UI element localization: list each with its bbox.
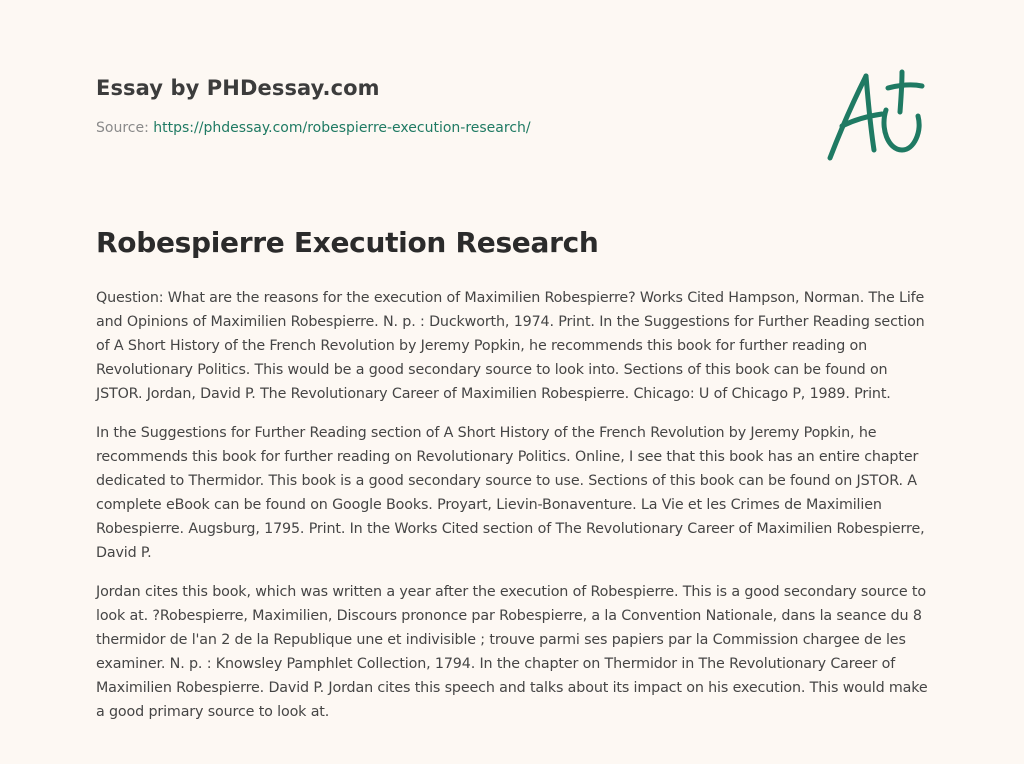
essay-title: Robespierre Execution Research <box>96 226 599 259</box>
a-plus-logo-icon <box>822 66 928 166</box>
source-link[interactable]: https://phdessay.com/robespierre-execution-research/ <box>153 120 531 136</box>
essay-paragraph: In the Suggestions for Further Reading section of A Short History of the French Revolution by Jeremy Popkin, he recommends this book for further reading on Revolutionary Politics. Online, I see that this book has an entire chapter dedicated to Thermidor. This book is a good secondary source to use. Sections of this book can be found on JSTOR. A complete eBook can be found on Google Books. Proyart, Lievin-Bonaventure. La Vie et les Crimes de Maximilien Robespierre. Augsburg, 1795. Print. In the Works Cited section of The Revolutionary Career of Maximilien Robespierre, David P. <box>96 425 925 561</box>
essay-body <box>96 286 930 739</box>
brand-title: Essay by PHDessay.com <box>96 76 380 100</box>
essay-paragraph: Question: What are the reasons for the execution of Maximilien Robespierre? Works Cited Hampson, Norman. The Life and Opinions of Maximilien Robespierre. N. p. : Duckworth, 1974. Print. In the Suggestions for Further Reading section of A Short History of the French Revolution by Jeremy Popkin, he recommends this book for further reading on Revolutionary Politics. This would be a good secondary source to look into. Sections of this book can be found on JSTOR. Jordan, David P. The Revolutionary Career of Maximilien Robespierre. Chicago: U of Chicago P, 1989. Print. <box>96 290 925 402</box>
source-line <box>96 120 796 136</box>
document-header <box>96 76 796 136</box>
essay-paragraph: Jordan cites this book, which was written a year after the execution of Robespierre. This is a good secondary source to look at. ?Robespierre, Maximilien, Discours prononce par Robespierre, a la Convention Nationale, dans la seance du 8 thermidor de l'an 2 de la Republique une et indivisible ; trouve parmi ses papiers par la Commission chargee de les examiner. N. p. : Knowsley Pamphlet Collection, 1794. In the chapter on Thermidor in The Revolutionary Career of Maximilien Robespierre. David P. Jordan cites this speech and talks about its impact on his execution. This would make a good primary source to look at. <box>96 584 928 720</box>
source-label: Source: <box>96 120 154 136</box>
